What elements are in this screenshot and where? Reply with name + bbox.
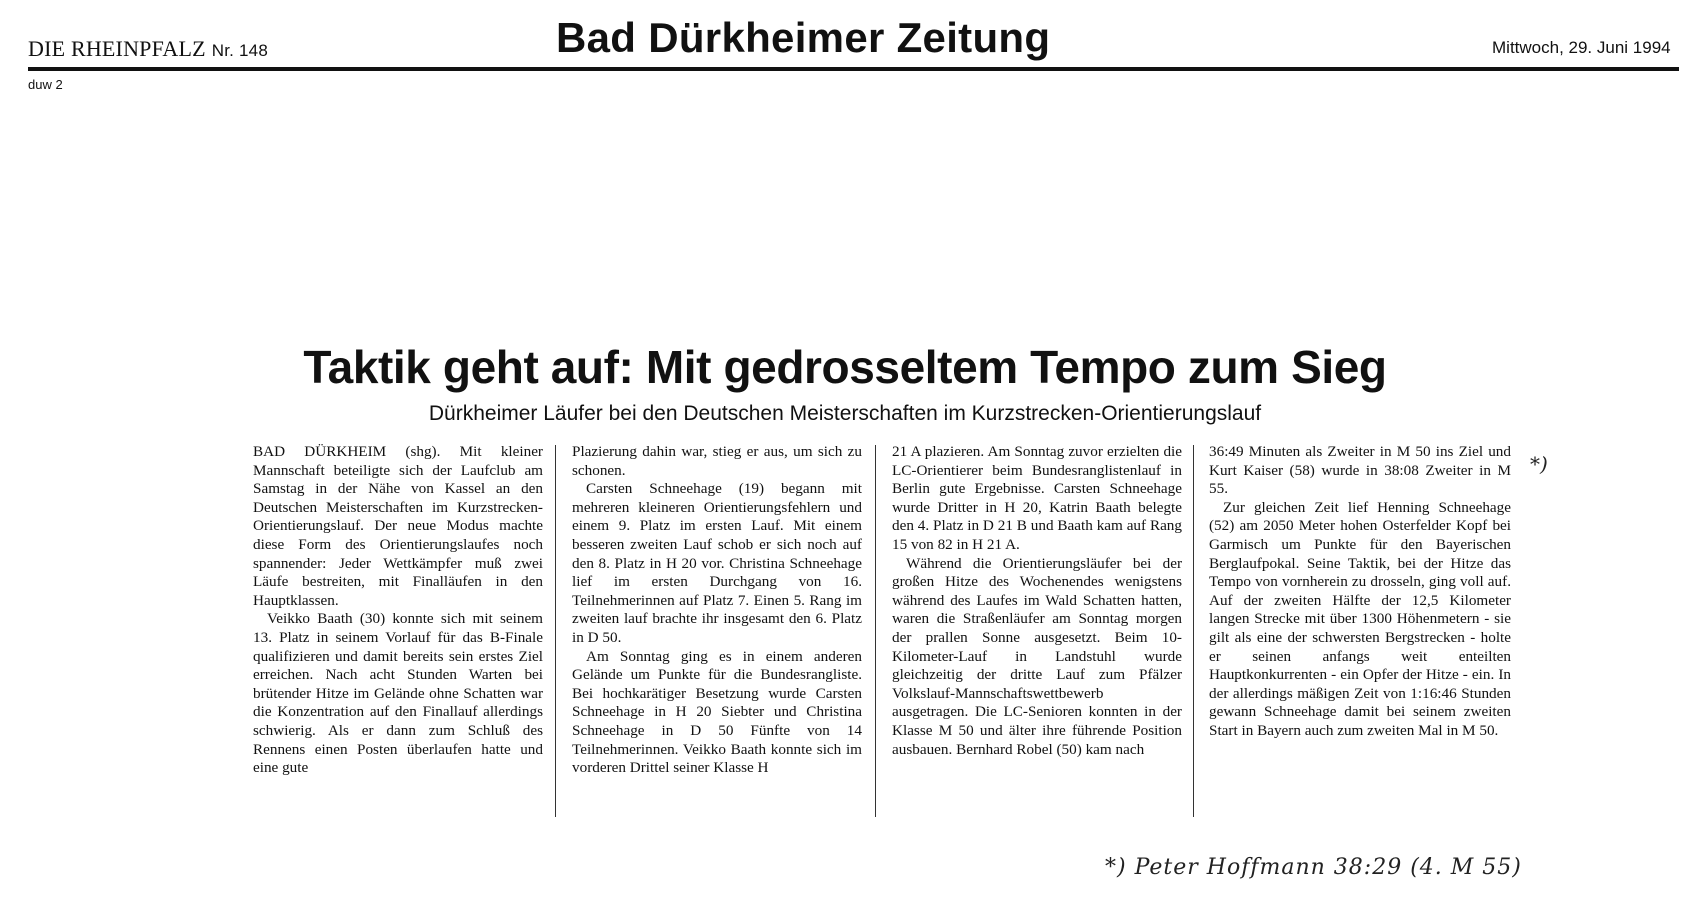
paragraph: Carsten Schneehage (19) begann mit mehreren kleineren Orientierungsfehlern und einem 9. Platz im ersten Lauf. Mit einem besseren zweiten Lauf schob er sich noch auf den 8. Platz in H 20 vor. Christina Schneehage lief im ersten Durchgang von 16. Teilnehmerinnen auf Platz 7. Einen 5. Rang im zweiten lauf brachte ihr insgesamt den 6. Platz in D 50.	[572, 480, 862, 646]
paragraph: Plazierung dahin war, stieg er aus, um sich zu schonen.	[572, 443, 862, 479]
paragraph: BAD DÜRKHEIM (shg). Mit kleiner Mannschaft beteiligte sich der Laufclub am Samstag in der Nähe von Kassel an den Deutschen Meisterschaften im Kurzstrecken-Orientierungslauf. Der neue Modus machte diese Form des Orientierungslaufes noch spannender: Jeder Wettkämpfer muß zwei Läufe bestreiten, mit Finalläufen in den Hauptklassen.	[253, 443, 543, 609]
paragraph: 36:49 Minuten als Zweiter in M 50 ins Ziel und Kurt Kaiser (58) wurde in 38:08 Zweiter in M 55.	[1209, 443, 1511, 498]
paragraph: Während die Orientierungsläufer bei der großen Hitze des Wochenendes wenigstens während des Laufes im Wald Schatten hatten, waren die Straßenläufer am Sonntag morgen der prallen Sonne ausgesetzt. Beim 10-Kilometer-Lauf in Landstuhl wurde gleichzeitig der dritte Lauf zum Pfälzer Volkslauf-Mannschaftswettbewerb ausgetragen. Die LC-Senioren konnten in der Klasse M 50 und älter ihre führende Position ausbauen. Bernhard Robel (50) kam nach	[892, 554, 1182, 758]
issue-number: Nr. 148	[211, 41, 268, 60]
edition-title: Bad Dürkheimer Zeitung	[556, 14, 1051, 61]
article-headline: Taktik geht auf: Mit gedrosseltem Tempo zum Sieg	[303, 341, 1387, 393]
paragraph: Zur gleichen Zeit lief Henning Schneehage (52) am 2050 Meter hohen Osterfelder Kopf bei Garmisch um Punkte für den Bayerischen Berglaufpokal. Seine Taktik, bei der Hitze das Tempo von vornherein zu drosseln, ging voll auf. Auf der zweiten Hälfte der 12,5 Kilometer langen Strecke mit über 1300 Höhenmetern - sie gilt als eine der schwersten Bergstrecken - holte er seinen anfangs weit enteilten Hauptkonkurrenten - ein Opfer der Hitze - ein. In der allerdings mäßigen Zeit von 1:16:46 Stunden gewann Schneehage damit bei seinem zweiten Start in Bayern auch zum zweiten Mal in M 50.	[1209, 498, 1511, 739]
article-subheadline: Dürkheimer Läufer bei den Deutschen Meisterschaften im Kurzstrecken-Orientierungslauf	[428, 402, 1262, 425]
handwritten-margin-mark: *)	[1530, 452, 1548, 476]
handwritten-note: *) Peter Hoffmann 38:29 (4. M 55)	[1105, 855, 1522, 880]
masthead-rule	[28, 67, 1679, 71]
page-id: duw 2	[28, 77, 63, 92]
masthead-paper	[28, 36, 268, 62]
paragraph: Veikko Baath (30) konnte sich mit seinem 13. Platz in seinem Vorlauf für das B-Finale qualifizieren und damit bereits sein erstes Ziel erreichen. Nach acht Stunden Warten bei brütender Hitze im Gelände ohne Schatten war die Konzentration auf den Finallauf allerdings schwierig. Als er dann zum Schluß des Rennens einen Posten überlaufen hatte und eine gute	[253, 610, 543, 777]
article-column-3	[892, 443, 1182, 759]
paragraph: Am Sonntag ging es in einem anderen Gelände um Punkte für die Bundesrangliste. Bei hochkarätiger Besetzung wurde Carsten Schneehage in H 20 Siebter und Christina Schneehage in D 50 Fünfte von 14 Teilnehmerinnen. Veikko Baath konnte sich im vorderen Drittel seiner Klasse H	[572, 647, 862, 777]
paper-name: DIE RHEINPFALZ	[28, 36, 206, 61]
article-column-2	[572, 443, 862, 778]
column-divider	[1193, 445, 1194, 817]
column-divider	[555, 445, 556, 817]
column-divider	[875, 445, 876, 817]
issue-date: Mittwoch, 29. Juni 1994	[1492, 38, 1671, 57]
paragraph: 21 A plazieren. Am Sonntag zuvor erzielten die LC-Orientierer beim Bundesranglistenlauf in Berlin gute Ergebnisse. Carsten Schneehage wurde Dritter in H 20, Katrin Baath belegte den 4. Platz in D 21 B und Baath kam auf Rang 15 von 82 in H 21 A.	[892, 443, 1182, 553]
article-column-4	[1209, 443, 1511, 741]
article-column-1	[253, 443, 543, 778]
